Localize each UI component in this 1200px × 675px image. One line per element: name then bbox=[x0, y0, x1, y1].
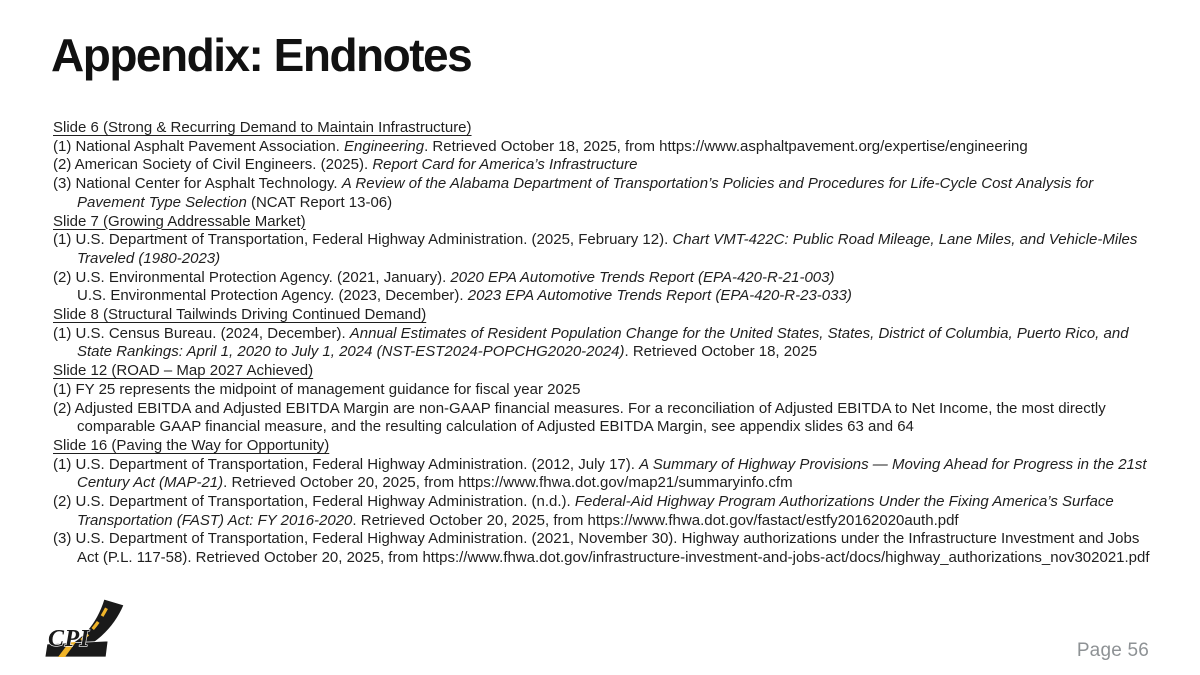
endnote-entry bbox=[53, 381, 1153, 400]
section-header: Slide 12 (ROAD – Map 2027 Achieved) bbox=[53, 362, 314, 380]
citation-text: . Retrieved October 18, 2025 bbox=[624, 343, 818, 361]
endnotes-list bbox=[53, 119, 1153, 568]
endnote-entry bbox=[53, 138, 1153, 157]
citation-text: (1) U.S. Department of Transportation, Federal Highway Administration. (2012, July 17). bbox=[53, 455, 640, 473]
cpi-road-logo bbox=[44, 596, 138, 664]
citation-text: (2) U.S. Environmental Protection Agency. (2021, January). bbox=[53, 268, 451, 286]
section-header: Slide 6 (Strong & Recurring Demand to Maintain Infrastructure) bbox=[53, 119, 472, 136]
citation-text: (1) National Asphalt Pavement Association. bbox=[53, 137, 344, 155]
endnote-entry bbox=[53, 156, 1153, 175]
citation-title: Annual Estimates of Resident Population Change for the United States, States, District of Columbia, Puerto Rico, and State Rankings: April 1, 2020 to July 1, 2024 (NST-EST2024-POPCHG2020-2024) bbox=[77, 324, 1129, 361]
endnote-entry bbox=[53, 400, 1153, 437]
citation-text: . Retrieved October 20, 2025, from https://www.fhwa.dot.gov/map21/summaryinfo.cfm bbox=[223, 474, 793, 492]
citation-title: Engineering bbox=[344, 137, 425, 155]
citation-text: . Retrieved October 18, 2025, from https://www.asphaltpavement.org/expertise/engineering bbox=[424, 137, 1028, 155]
citation-title: Report Card for America’s Infrastructure bbox=[372, 156, 638, 174]
citation-title: 2023 EPA Automotive Trends Report (EPA-420-R-23-033) bbox=[467, 287, 852, 305]
page-number: Page 56 bbox=[1076, 640, 1149, 661]
section-header: Slide 16 (Paving the Way for Opportunity) bbox=[53, 436, 330, 454]
section-header: Slide 7 (Growing Addressable Market) bbox=[53, 212, 306, 230]
citation-title: Federal-Aid Highway Program Authorizations Under the Fixing America’s Surface Transportation (FAST) Act: FY 2016-2020 bbox=[77, 493, 1114, 529]
citation-title: 2020 EPA Automotive Trends Report (EPA-420-R-21-003) bbox=[450, 268, 835, 286]
endnote-entry bbox=[53, 456, 1153, 493]
cpi-logo-text: CPI bbox=[48, 626, 90, 652]
page-title: Appendix: Endnotes bbox=[51, 29, 472, 81]
citation-text: U.S. Environmental Protection Agency. (2023, December). bbox=[77, 287, 468, 305]
citation-text: (NCAT Report 13-06) bbox=[246, 193, 393, 211]
endnote-entry bbox=[53, 175, 1153, 212]
endnote-entry bbox=[53, 231, 1153, 268]
citation-text: (3) National Center for Asphalt Technology. bbox=[53, 175, 342, 193]
endnote-entry bbox=[53, 530, 1153, 567]
citation-text: (1) U.S. Census Bureau. (2024, December). bbox=[53, 324, 350, 342]
citation-text: (2) Adjusted EBITDA and Adjusted EBITDA Margin are non-GAAP financial measures. For a reconciliation of Adjusted EBITDA to Net Income, the most directly comparable GAAP financial measure, and the resulting calculation of Adjusted EBITDA Margin, see appendix slides 63 and 64 bbox=[53, 399, 1106, 436]
citation-text: (2) American Society of Civil Engineers. (2025). bbox=[53, 156, 373, 174]
citation-text: (1) U.S. Department of Transportation, Federal Highway Administration. (2025, February 12). bbox=[53, 231, 673, 249]
citation-title: Chart VMT-422C: Public Road Mileage, Lane Miles, and Vehicle-Miles Traveled (1980-2023) bbox=[77, 231, 1138, 267]
citation-text: (3) U.S. Department of Transportation, Federal Highway Administration. (2021, November 30). Highway authorizations under the Infrastructure Investment and Jobs Act (P.L. 117-58). Retrieved October 20, 2025, from https://www.fhwa.dot.gov/infrastructure-investment-and-jobs-act/docs/highway_authorizations_nov302021.pdf bbox=[53, 530, 1150, 567]
citation-title: A Review of the Alabama Department of Transportation’s Policies and Procedures for Life-Cycle Cost Analysis for Pavement Type Selection bbox=[77, 175, 1094, 211]
citation-text: (2) U.S. Department of Transportation, Federal Highway Administration. (n.d.). bbox=[53, 493, 575, 511]
citation-text: . Retrieved October 20, 2025, from https://www.fhwa.dot.gov/fastact/estfy20162020auth.pdf bbox=[352, 511, 959, 529]
endnote-entry bbox=[53, 493, 1153, 530]
section-header: Slide 8 (Structural Tailwinds Driving Continued Demand) bbox=[53, 306, 427, 324]
endnote-entry bbox=[53, 325, 1153, 362]
endnote-entry bbox=[53, 269, 1153, 306]
citation-title: A Summary of Highway Provisions — Moving Ahead for Progress in the 21st Century Act (MAP-21) bbox=[77, 455, 1147, 492]
citation-text: (1) FY 25 represents the midpoint of management guidance for fiscal year 2025 bbox=[53, 380, 581, 398]
